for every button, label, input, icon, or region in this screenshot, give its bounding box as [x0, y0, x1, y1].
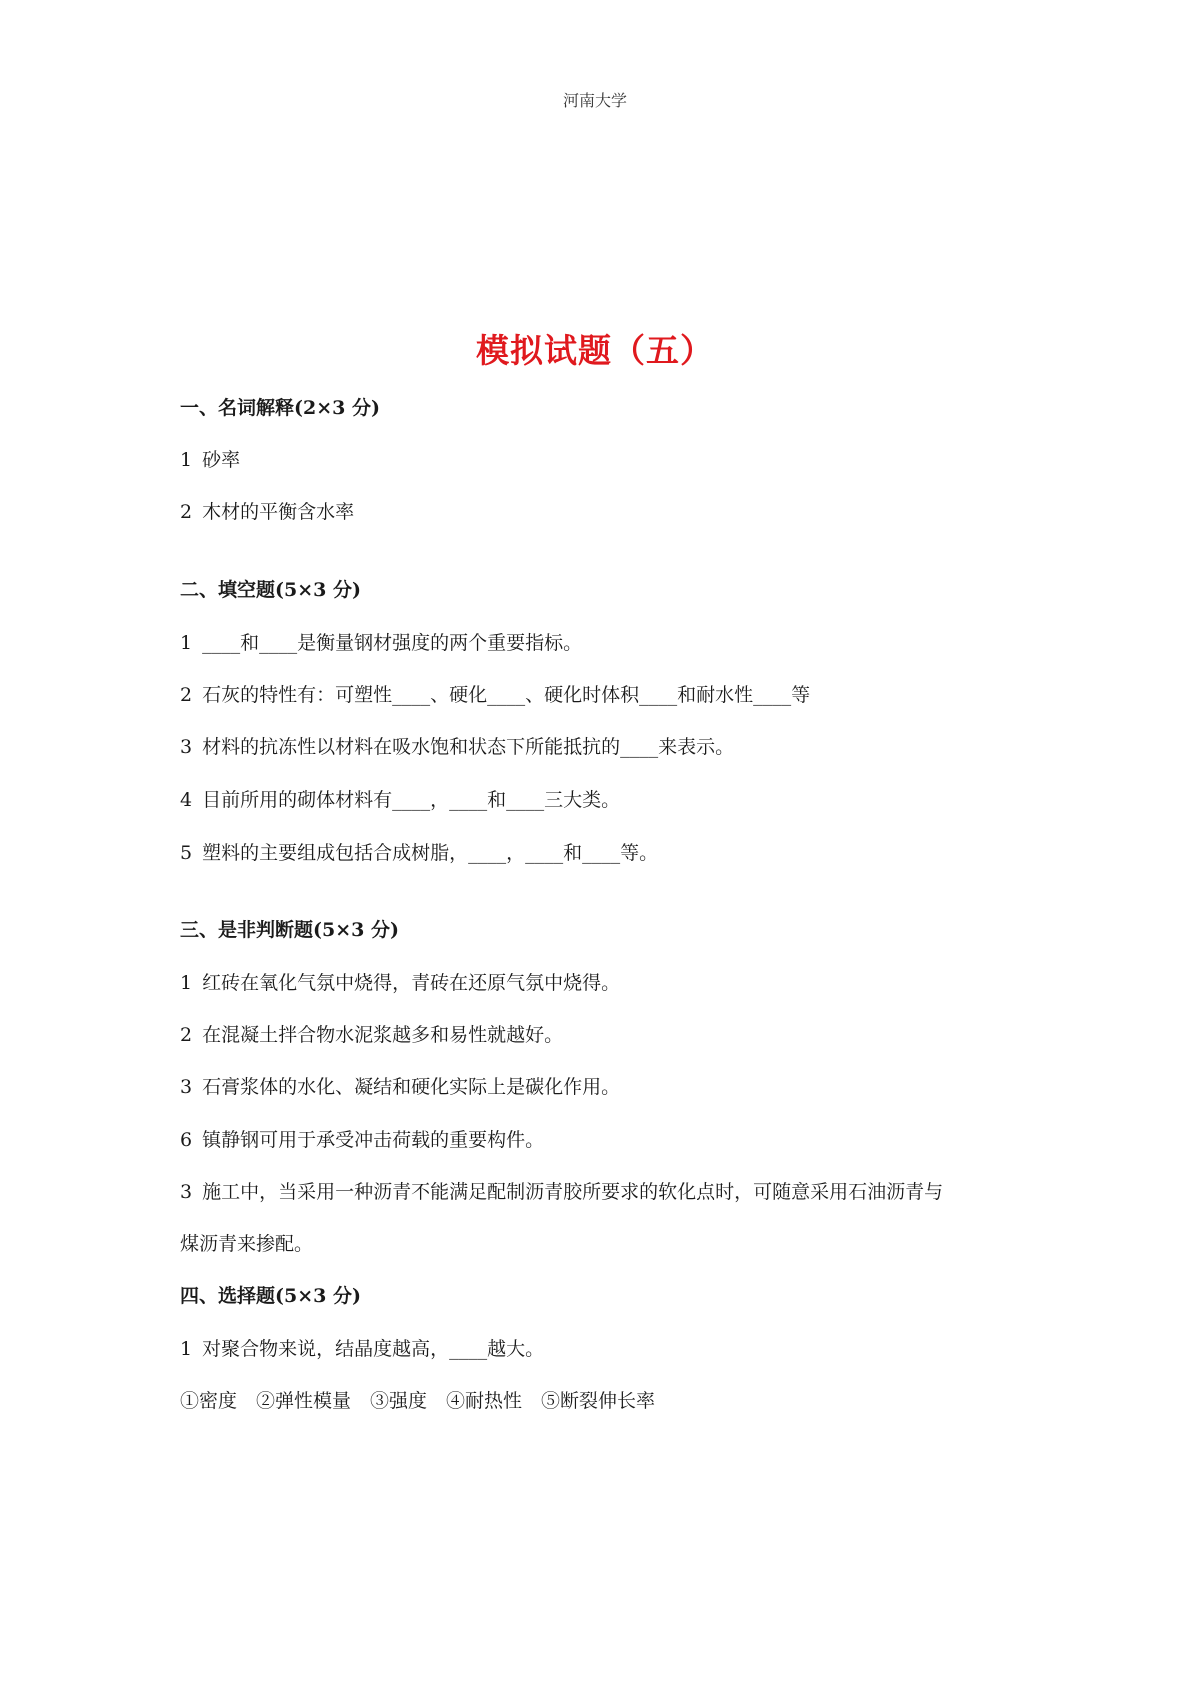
question-item	[180, 735, 734, 759]
question-number: 5	[180, 842, 193, 864]
question-item	[180, 631, 582, 655]
question-number: 2	[180, 684, 193, 706]
question-number: 3	[180, 1181, 193, 1203]
question-text: 在混凝土拌合物水泥浆越多和易性就越好。	[202, 1024, 564, 1046]
question-number: 6	[180, 1129, 193, 1151]
question-item	[180, 448, 240, 472]
question-item	[180, 1180, 943, 1204]
page-title: 模拟试题（五）	[476, 331, 714, 370]
question-text: 镇静钢可用于承受冲击荷载的重要构件。	[202, 1129, 545, 1151]
question-item	[180, 841, 658, 865]
answer-options: ①密度 ②弹性模量 ③强度 ④耐热性 ⑤断裂伸长率	[180, 1390, 656, 1412]
question-text: 对聚合物来说，结晶度越高，____越大。	[202, 1338, 545, 1360]
section-heading-1: 一、名词解释(2×3 分)	[180, 397, 380, 419]
question-text: 施工中，当采用一种沥青不能满足配制沥青胶所要求的软化点时，可随意采用石油沥青与	[202, 1181, 944, 1203]
question-item	[180, 788, 620, 812]
question-text: 石膏浆体的水化、凝结和硬化实际上是碳化作用。	[202, 1076, 621, 1098]
question-item	[180, 1128, 544, 1152]
question-number: 3	[180, 1076, 193, 1098]
question-item	[180, 500, 354, 524]
question-text: 木材的平衡含水率	[202, 501, 355, 523]
question-number: 1	[180, 449, 193, 471]
question-number: 2	[180, 1024, 193, 1046]
question-text: 石灰的特性有：可塑性____、硬化____、硬化时体积____和耐水性____等	[202, 684, 811, 706]
question-text: 塑料的主要组成包括合成树脂，____，____和____等。	[202, 842, 659, 864]
section-heading-4: 四、选择题(5×3 分)	[180, 1285, 361, 1307]
section-heading-3: 三、是非判断题(5×3 分)	[180, 919, 399, 941]
question-continuation: 煤沥青来掺配。	[180, 1233, 314, 1255]
question-text: 材料的抗冻性以材料在吸水饱和状态下所能抵抗的____来表示。	[202, 736, 735, 758]
question-number: 1	[180, 632, 193, 654]
question-number: 4	[180, 789, 193, 811]
question-item	[180, 1023, 563, 1047]
question-number: 1	[180, 1338, 193, 1360]
question-text: 目前所用的砌体材料有____，____和____三大类。	[202, 789, 621, 811]
question-item	[180, 971, 620, 995]
question-text: 砂率	[202, 449, 241, 471]
page-header: 河南大学	[562, 91, 627, 110]
question-text: ____和____是衡量钢材强度的两个重要指标。	[202, 632, 583, 654]
question-item	[180, 1075, 620, 1099]
question-item	[180, 683, 810, 707]
question-number: 1	[180, 972, 193, 994]
question-text: 红砖在氧化气氛中烧得，青砖在还原气氛中烧得。	[202, 972, 621, 994]
question-item	[180, 1337, 544, 1361]
question-number: 3	[180, 736, 193, 758]
question-number: 2	[180, 501, 193, 523]
section-heading-2: 二、填空题(5×3 分)	[180, 579, 361, 601]
